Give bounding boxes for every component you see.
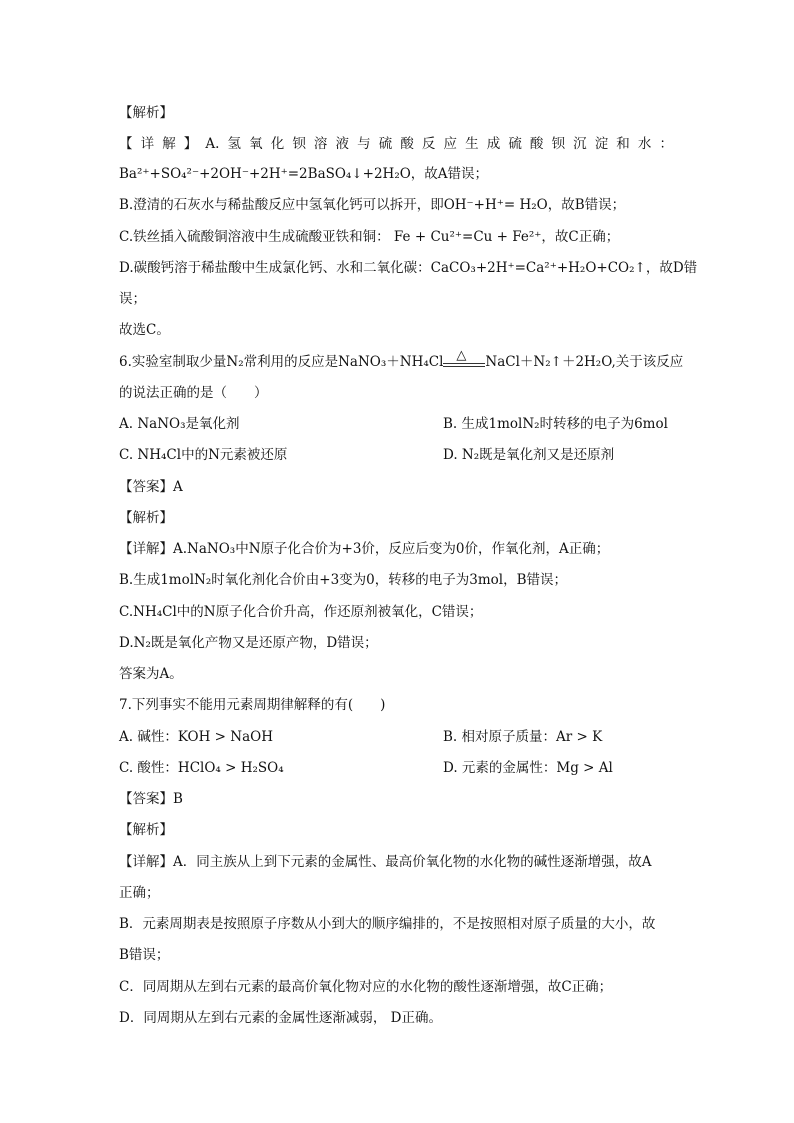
q5-line-c: C.铁丝插入硫酸铜溶液中生成硫酸亚铁和铜： Fe + Cu²⁺=Cu + Fe²⁺，故C正确； [119,229,620,245]
q6-options-row1 [119,414,679,434]
q7-options-row1 [119,727,679,747]
q6-jiexi-label: 【解析】 [119,510,173,526]
q5-equation-a: Ba²⁺+SO₄²⁻+2OH⁻+2H⁺=2BaSO₄↓+2H₂O，故A错误； [119,166,489,182]
q7-detail-b2: B错误； [119,947,170,963]
q6-detail-b: B.生成1molN₂时氧化剂化合价由+3变为0，转移的电子为3mol，B错误； [119,572,568,588]
q5-detail-label: 【详解】 [119,136,206,152]
q7-options-row2 [119,758,679,778]
q6-detail-a: 【详解】A.NaNO₃中N原子化合价为+3价，反应后变为0价，作氧化剂，A正确； [119,541,610,557]
q6-option-d: D. N₂既是氧化剂又是还原剂 [443,447,615,463]
q6-option-a: A. NaNO₃是氧化剂 [119,416,240,432]
q7-detail-c: C．同周期从左到右元素的最高价氧化物对应的水化物的酸性逐渐增强，故C正确； [119,979,613,995]
q5-detail-intro [119,134,673,154]
q5-line-b: B.澄清的石灰水与稀盐酸反应中氢氧化钙可以拆开，即OH⁻+H⁺= H₂O，故B错误； [119,197,626,213]
q7-option-a: A. 碱性：KOH > NaOH [119,729,273,745]
q7-detail-a1: 【详解】A．同主族从上到下元素的金属性、最高价氧化物的水化物的碱性逐渐增强，故A [119,854,652,870]
q7-option-b: B. 相对原子质量：Ar > K [443,729,603,745]
q7-detail-b1: B．元素周期表是按照原子序数从小到大的顺序编排的，不是按照相对原子质量的大小，故 [119,916,656,932]
q6-options-row2 [119,445,679,465]
q5-line-d2: 误； [119,291,146,307]
q6-option-b: B. 生成1molN₂时转移的电子为6mol [443,416,668,432]
q7-answer: 【答案】B [119,791,183,807]
q5-detail-text: A.氢氧化钡溶液与硫酸反应生成硫酸钡沉淀和水： [205,136,674,152]
heating-condition [443,348,485,368]
q6-stem-line1 [119,348,684,372]
q7-detail-a2: 正确； [119,885,160,901]
q5-conclusion: 故选C。 [119,322,170,338]
q5-jiexi-label: 【解析】 [119,105,173,121]
q6-stem-line2: 的说法正确的是（ ） [119,385,268,401]
q5-line-d1: D.碳酸钙溶于稀盐酸中生成氯化钙、水和二氧化碳：CaCO₃+2H⁺=Ca²⁺+H₂O+CO₂↑，故D错 [119,260,698,276]
q6-stem-part1: 6.实验室制取少量N₂常利用的反应是NaNO₃＋NH₄Cl [119,354,444,370]
q7-jiexi-label: 【解析】 [119,822,173,838]
q6-stem-part2: NaCl＋N₂↑＋2H₂O,关于该反应 [485,354,684,370]
reaction-arrow [443,363,485,367]
q7-option-d: D. 元素的金属性：Mg > Al [443,760,613,776]
q7-option-c: C. 酸性：HClO₄ > H₂SO₄ [119,760,284,776]
q6-detail-c: C.NH₄Cl中的N原子化合价升高，作还原剂被氧化，C错误； [119,604,483,620]
q7-stem: 7.下列事实不能用元素周期律解释的有( ) [119,697,386,713]
q7-detail-d: D．同周期从左到右元素的金属性逐渐减弱， D正确。 [119,1010,442,1026]
q6-option-c: C. NH₄Cl中的N元素被还原 [119,447,288,463]
q6-detail-d: D.N₂既是氧化产物又是还原产物，D错误； [119,635,378,651]
q6-answer: 【答案】A [119,479,183,495]
delta-symbol: △ [456,348,467,363]
q6-conclusion: 答案为A。 [119,666,183,682]
